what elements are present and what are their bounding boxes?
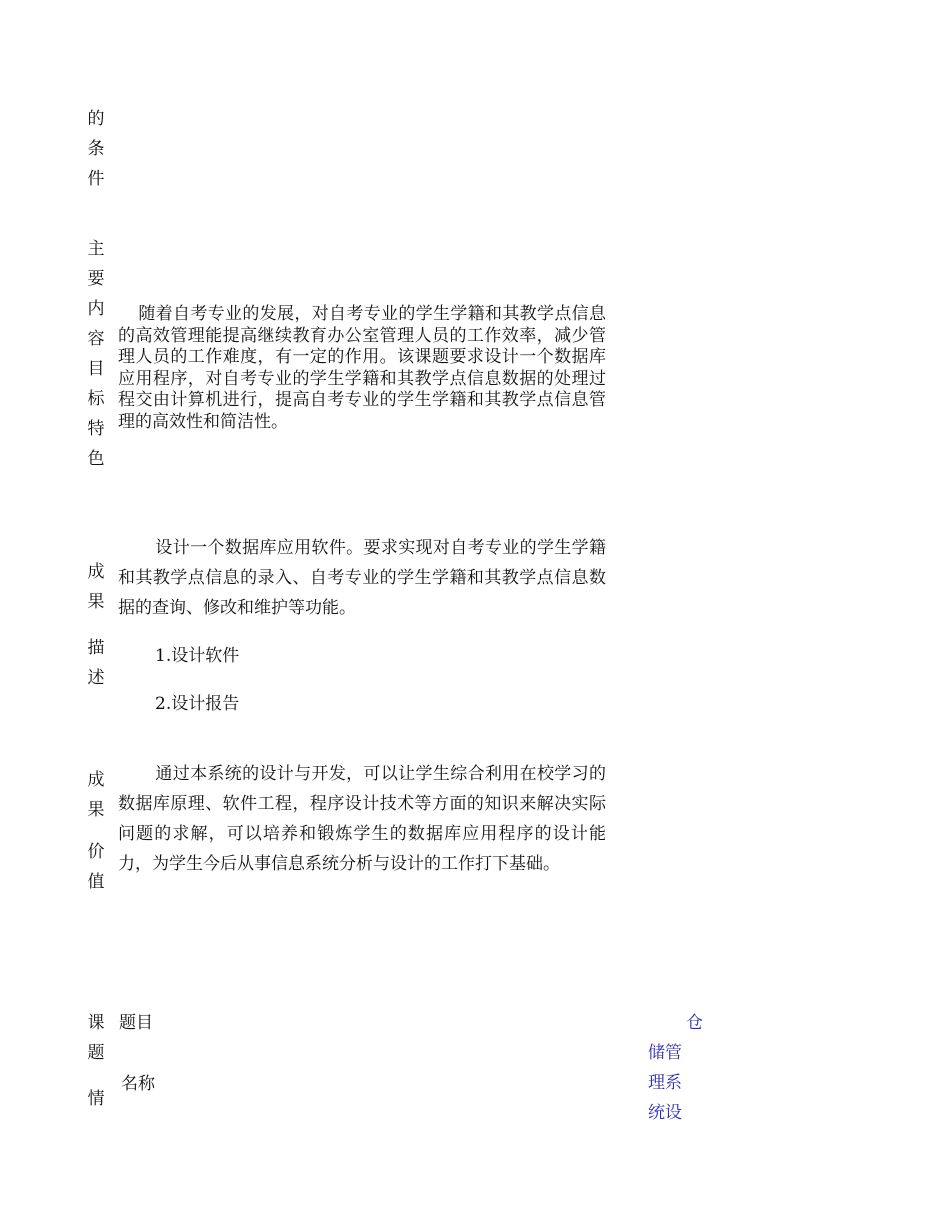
label-char: 件 xyxy=(87,169,105,189)
label-char: 果 xyxy=(87,592,105,612)
label-char: 容 xyxy=(87,329,105,349)
topic-title-label: 题目 xyxy=(119,1013,153,1033)
label-char: 题 xyxy=(87,1043,105,1063)
label-char: 的 xyxy=(87,109,105,129)
value-paragraph: 通过本系统的设计与开发，可以让学生综合利用在校学习的数据库原理、软件工程，程序设计技术等方面的知识来解决实际问题的求解，可以培养和锻炼学生的数据库应用程序的设计能力，为学生今后从事信息系统分析与设计的工作打下基础。 xyxy=(118,764,606,874)
label-content-goals xyxy=(84,234,108,474)
label-char: 特 xyxy=(87,419,105,439)
label-char: 果 xyxy=(87,800,105,820)
outcome-item-software: 1.设计软件 xyxy=(155,646,240,666)
label-topic-info xyxy=(84,1008,108,1114)
label-char: 内 xyxy=(87,299,105,319)
topic-title-line: 仓 xyxy=(686,1013,703,1033)
label-char: 描 xyxy=(87,638,105,658)
label-char: 标 xyxy=(87,389,105,409)
label-conditions xyxy=(84,104,108,194)
topic-title-line: 理系 xyxy=(648,1073,682,1093)
label-char: 情 xyxy=(87,1089,105,1109)
label-char: 主 xyxy=(87,239,105,259)
topic-name-label: 名称 xyxy=(121,1074,155,1094)
label-char: 成 xyxy=(87,562,105,582)
label-char: 价 xyxy=(87,842,105,862)
label-outcome-value xyxy=(84,765,108,897)
topic-title-value xyxy=(648,1008,706,1128)
topic-title-line: 储管 xyxy=(648,1043,682,1063)
label-char: 要 xyxy=(87,269,105,289)
label-char: 述 xyxy=(87,668,105,688)
outcome-value-text xyxy=(118,759,606,879)
label-char: 目 xyxy=(87,359,105,379)
main-content-text xyxy=(118,304,606,433)
outcome-description-text xyxy=(118,533,606,623)
label-char: 成 xyxy=(87,770,105,790)
topic-title-line: 统设 xyxy=(648,1103,682,1123)
label-outcome-description xyxy=(84,557,108,693)
label-char: 课 xyxy=(87,1013,105,1033)
label-char: 值 xyxy=(87,872,105,892)
label-char: 色 xyxy=(87,449,105,469)
main-content-paragraph: 随着自考专业的发展，对自考专业的学生学籍和其教学点信息的高效管理能提高继续教育办公室管理人员的工作效率，减少管理人员的工作难度，有一定的作用。该课题要求设计一个数据库应用程序，对自考专业的学生学籍和其教学点信息数据的处理过程交由计算机进行，提高自考专业的学生学籍和其教学点信息管理的高效性和简洁性。 xyxy=(118,304,606,432)
outcome-item-report: 2.设计报告 xyxy=(155,694,240,714)
outcome-paragraph: 设计一个数据库应用软件。要求实现对自考专业的学生学籍和其教学点信息的录入、自考专业的学生学籍和其教学点信息数据的查询、修改和维护等功能。 xyxy=(118,538,606,618)
label-char: 条 xyxy=(87,139,105,159)
